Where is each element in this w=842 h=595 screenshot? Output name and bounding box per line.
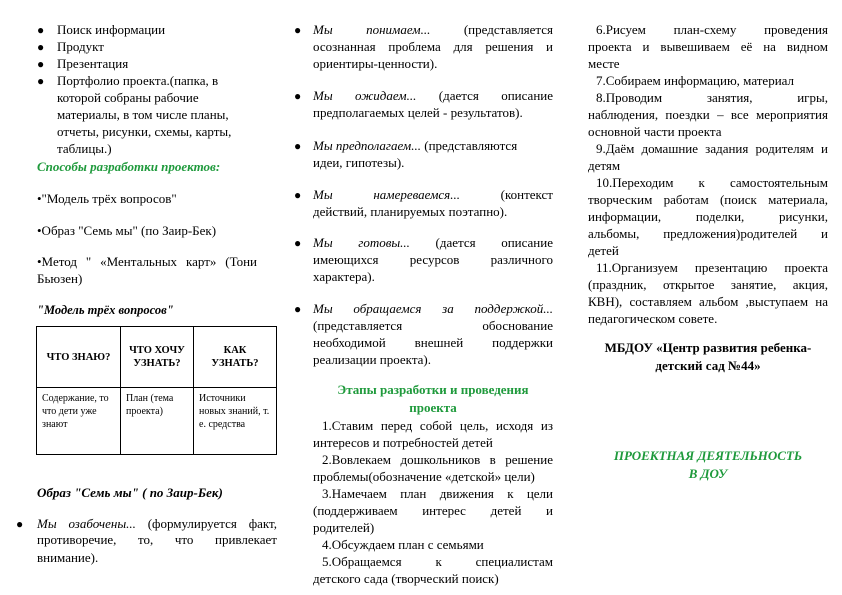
- table-cell: План (тема проекта): [121, 388, 194, 455]
- we-statement: Мы намереваемся... (контекст: [313, 187, 553, 202]
- stage-item: 4.Обсуждаем план с семьями: [322, 537, 484, 552]
- we-statement: Мы ожидаем... (дается описание: [313, 88, 553, 103]
- bullet-item-cont: отчеты, рисунки, схемы, карты,: [57, 124, 232, 139]
- we-statement: Мы понимаем... (представляется: [313, 22, 554, 37]
- stage-item: 6.Рисуем план-схему проведения: [596, 22, 828, 37]
- stage-item: 11.Организуем презентацию проекта: [596, 260, 828, 275]
- bullet-dot-icon: ●: [294, 302, 302, 316]
- method-item-cont: Бьюзен): [37, 271, 83, 286]
- stage-item: 9.Даём домашние задания родителям и: [596, 141, 828, 156]
- we-statement: идеи, гипотезы).: [313, 155, 405, 170]
- table-header: ЧТО ЗНАЮ?: [37, 327, 121, 388]
- stage-item: (поддерживаем интерес детей и: [313, 503, 553, 518]
- stage-item: интересов и потребностей детей: [313, 435, 493, 450]
- table-cell: Источники новых знаний, т. е. средства: [194, 388, 277, 455]
- brochure-title: ПРОЕКТНАЯ ДЕЯТЕЛЬНОСТЬ В ДОУ: [613, 448, 803, 481]
- we-statement: (представляется обоснование: [313, 318, 553, 333]
- stages-heading: Этапы разработки и проведения проекта: [337, 382, 529, 415]
- bullet-dot-icon: ●: [294, 236, 302, 250]
- bullet-item-cont: таблицы.): [57, 141, 112, 156]
- we-statement: действий, планируемых поэтапно).: [313, 204, 508, 219]
- stage-item: основной части проекта: [588, 124, 722, 139]
- seven-we-title: Образ "Семь мы" ( по Заир-Бек): [37, 485, 223, 500]
- bullet-item: Презентация: [57, 56, 129, 71]
- we-statement: Мы обращаемся за поддержкой...: [313, 301, 553, 316]
- three-questions-table: [36, 326, 277, 455]
- table-cell: Содержание, то что дети уже знают: [37, 388, 121, 455]
- bullet-dot-icon: ●: [294, 23, 302, 37]
- we-statement: предполагаемых целей - результатов).: [313, 105, 523, 120]
- table-header: ЧТО ХОЧУ УЗНАТЬ?: [121, 327, 194, 388]
- stage-item: творческим работам (поиск материала,: [588, 192, 828, 207]
- stage-item: 5.Обращаемся к специалистам: [322, 554, 553, 569]
- stage-item: КВН), составляем альбом ,выступаем на: [588, 294, 828, 309]
- bullet-dot-icon: ●: [37, 57, 45, 71]
- stage-item: (праздник, открытое занятие, акция,: [588, 277, 828, 292]
- stage-item: проблемы(обозначение «детской» цели): [313, 469, 535, 484]
- stage-item: проекта и вывешиваем её на видном: [588, 39, 828, 54]
- stage-item: 3.Намечаем план движения к цели: [322, 486, 553, 501]
- stage-item: наблюдения, поездки – все мероприятия: [588, 107, 828, 122]
- stage-item: детского сада (творческий поиск): [313, 571, 499, 586]
- stage-item: месте: [588, 56, 620, 71]
- table-header: КАК УЗНАТЬ?: [194, 327, 277, 388]
- we-statement: необходимой внешней поддержки: [313, 335, 553, 350]
- we-statement: Мы готовы... (дается описание: [313, 235, 553, 250]
- stage-item: детей: [588, 243, 619, 258]
- method-item: •Образ "Семь мы" (по Заир-Бек): [37, 223, 217, 238]
- model-title: "Модель трёх вопросов": [37, 303, 174, 317]
- stage-item: педагогическом совете.: [588, 311, 718, 326]
- bullet-dot-icon: ●: [37, 23, 45, 37]
- bullet-item: Портфолио проекта.(папка, в: [57, 73, 219, 88]
- bullet-item-cont: которой собраны рабочие: [57, 90, 199, 105]
- we-statement: имеющихся ресурсов различного: [313, 252, 553, 267]
- method-item: •Метод " «Ментальных карт» (Тони: [37, 254, 257, 269]
- stage-item: 1.Ставим перед собой цель, исходя из: [322, 418, 553, 433]
- bullet-item: Продукт: [57, 39, 104, 54]
- bullet-item-cont: материалы, в том числе планы,: [57, 107, 229, 122]
- stage-item: 8.Проводим занятия, игры,: [596, 90, 828, 105]
- concern-line: внимание).: [37, 550, 99, 565]
- methods-heading: Способы разработки проектов:: [37, 159, 221, 174]
- stage-item: альбомы, предложения)родителей и: [588, 226, 828, 241]
- stage-item: родителей): [313, 520, 375, 535]
- we-statement: осознанная проблема для решения и: [313, 39, 553, 54]
- we-statement: реализации проекта).: [313, 352, 432, 367]
- stage-item: 2.Вовлекаем дошкольников в решение: [322, 452, 553, 467]
- stage-item: 7.Собираем информацию, материал: [596, 73, 795, 88]
- organization-name: МБДОУ «Центр развития ребенка- детский сад №44»: [604, 340, 812, 373]
- bullet-dot-icon: ●: [16, 517, 24, 531]
- concern-line: противоречие, то, что привлекает: [37, 532, 277, 547]
- bullet-dot-icon: ●: [37, 74, 45, 88]
- method-item: •"Модель трёх вопросов": [37, 191, 177, 206]
- stage-item: информации, поделки, рисунки,: [588, 209, 828, 224]
- bullet-item: Поиск информации: [57, 22, 166, 37]
- stage-item: 10.Переходим к самостоятельным: [596, 175, 828, 190]
- bullet-dot-icon: ●: [294, 89, 302, 103]
- we-statement: ориентиры-ценности).: [313, 56, 438, 71]
- we-statement: Мы предполагаем... (представляются: [313, 138, 518, 153]
- bullet-dot-icon: ●: [294, 139, 302, 153]
- bullet-dot-icon: ●: [37, 40, 45, 54]
- stage-item: детям: [588, 158, 621, 173]
- we-statement: характера).: [313, 269, 375, 284]
- concern-line: Мы озабочены... (формулируется факт,: [37, 516, 277, 531]
- bullet-dot-icon: ●: [294, 188, 302, 202]
